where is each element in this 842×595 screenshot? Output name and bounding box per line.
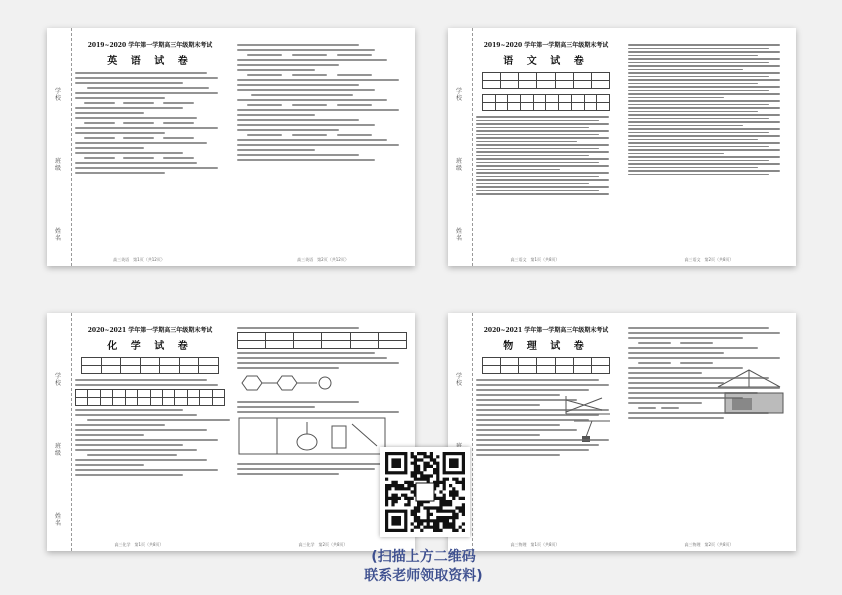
text-block [75, 379, 225, 476]
exam-paper-physics [448, 313, 796, 551]
binding-label-name: 姓名 [54, 513, 61, 527]
data-table [237, 332, 407, 349]
binding-label-name: 姓名 [455, 228, 462, 242]
exam-paper-chinese [448, 28, 796, 266]
text-block [75, 72, 225, 174]
text-block [237, 44, 407, 161]
page-footer: 高三语文 第1页（共8页） [510, 257, 560, 262]
exam-header: 2020~2021 学年第一学期高三年级期末考试 [87, 327, 213, 334]
qr-code-graphic [380, 447, 470, 537]
page-left [476, 34, 616, 252]
exam-paper-english [47, 28, 415, 266]
text-block [476, 379, 616, 456]
page-footer: 高三语文 第2页（共8页） [684, 257, 734, 262]
page-footer: 高三英语 第2页（共12页） [297, 257, 349, 262]
binding-label-school: 学校 [455, 373, 462, 387]
subject-title: 化 学 试 卷 [107, 341, 193, 352]
photo-figure [724, 392, 784, 414]
exam-paper-chemistry [47, 313, 415, 551]
exam-header: 2019~2020 学年第一学期高三年级期末考试 [483, 42, 609, 49]
subject-title: 英 语 试 卷 [107, 56, 193, 67]
answer-grid [75, 389, 225, 406]
motion-graph-figure [562, 394, 612, 416]
answer-grid [482, 94, 610, 111]
exam-header: 2020~2021 学年第一学期高三年级期末考试 [483, 327, 609, 334]
page-right [628, 34, 788, 252]
binding-label-class: 班级 [54, 158, 61, 172]
page-footer: 高三英语 第1页（共12页） [113, 257, 165, 262]
binding-margin [47, 28, 72, 266]
binding-label-name: 姓名 [54, 228, 61, 242]
page-left [476, 319, 616, 537]
page-footer: 高三化学 第1页（共8页） [114, 542, 164, 547]
page-left [75, 34, 225, 252]
lab-apparatus-figure [237, 416, 387, 456]
binding-label-school: 学校 [54, 88, 61, 102]
chemical-structure-figure [237, 372, 347, 394]
binding-label-school: 学校 [455, 88, 462, 102]
page-footer: 高三物理 第2页（共8页） [684, 542, 734, 547]
page-right [628, 319, 788, 537]
page-right [237, 34, 407, 252]
caption-line-1: (扫描上方二维码 [371, 549, 476, 565]
page-footer: 高三化学 第2页（共8页） [298, 542, 348, 547]
caption-line-2: 联系老师领取资料) [364, 568, 483, 584]
qr-code-icon[interactable] [380, 447, 470, 537]
subject-title: 语 文 试 卷 [503, 56, 589, 67]
reading-passage [476, 116, 616, 195]
subject-title: 物 理 试 卷 [503, 341, 589, 352]
binding-label-class: 班级 [455, 158, 462, 172]
exam-header: 2019~2020 学年第一学期高三年级期末考试 [87, 42, 213, 49]
page-footer: 高三物理 第1页（共8页） [510, 542, 560, 547]
scan-qr-caption [280, 548, 567, 586]
text-block [628, 327, 788, 419]
binding-label-class: 班级 [54, 443, 61, 457]
score-table [81, 357, 219, 374]
binding-margin [448, 28, 473, 266]
binding-margin [47, 313, 72, 551]
score-table [482, 72, 610, 89]
binding-label-school: 学校 [54, 373, 61, 387]
page-left [75, 319, 225, 537]
reading-passage [628, 44, 788, 175]
score-table [482, 357, 610, 374]
